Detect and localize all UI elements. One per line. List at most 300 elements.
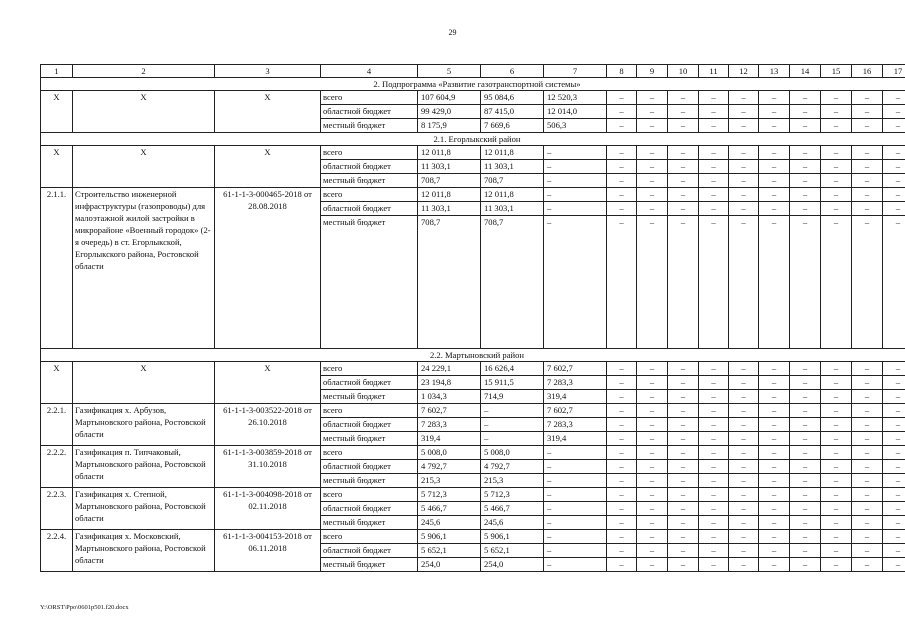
funding-source: областной бюджет	[321, 418, 418, 432]
dash-cell: –	[821, 432, 852, 446]
dash-cell: –	[883, 119, 905, 133]
value-col5: 215,3	[418, 474, 481, 488]
dash-cell: –	[607, 516, 637, 530]
dash-cell: –	[790, 390, 821, 404]
dash-cell: –	[759, 474, 790, 488]
dash-cell: –	[759, 188, 790, 202]
funding-source: всего	[321, 188, 418, 202]
value-col6: 15 911,5	[481, 376, 544, 390]
dash-cell: –	[883, 516, 905, 530]
dash-cell: –	[729, 174, 759, 188]
dash-cell: –	[668, 105, 699, 119]
column-number-cell: 11	[699, 65, 729, 78]
item-number: X	[41, 362, 73, 404]
value-col5: 7 283,3	[418, 418, 481, 432]
dash-cell: –	[821, 530, 852, 544]
dash-cell: –	[637, 202, 668, 216]
dash-cell: –	[790, 202, 821, 216]
dash-cell: –	[821, 558, 852, 572]
dash-cell: –	[668, 376, 699, 390]
dash-cell: –	[821, 188, 852, 202]
value-col5: 5 008,0	[418, 446, 481, 460]
dash-cell: –	[699, 516, 729, 530]
dash-cell: –	[790, 376, 821, 390]
funding-source: областной бюджет	[321, 544, 418, 558]
dash-cell: –	[668, 432, 699, 446]
table-row	[41, 446, 905, 460]
value-col7: –	[544, 446, 607, 460]
value-col6: 245,6	[481, 516, 544, 530]
value-col7: –	[544, 146, 607, 160]
dash-cell: –	[729, 460, 759, 474]
dash-cell: –	[699, 558, 729, 572]
dash-cell: –	[790, 446, 821, 460]
value-col7: –	[544, 188, 607, 202]
dash-cell: –	[759, 376, 790, 390]
dash-cell: –	[790, 418, 821, 432]
value-col5: 7 602,7	[418, 404, 481, 418]
section-heading-row	[41, 78, 905, 91]
object-name: Строительство инженерной инфраструктуры (газопроводы) для малоэтажной жилой застройки в микрорайоне «Военный городок» (2-я очередь) в ст. Егорлыкской, Егорлыкского района, Ростовской области	[73, 188, 215, 349]
value-col7: 319,4	[544, 432, 607, 446]
value-col6: 11 303,1	[481, 202, 544, 216]
dash-cell: –	[699, 119, 729, 133]
dash-cell: –	[759, 558, 790, 572]
value-col6: –	[481, 404, 544, 418]
column-number-cell: 16	[852, 65, 883, 78]
dash-cell: –	[637, 446, 668, 460]
dash-cell: –	[883, 558, 905, 572]
dash-cell: –	[637, 404, 668, 418]
dash-cell: –	[790, 558, 821, 572]
dash-cell: –	[637, 105, 668, 119]
value-col7: –	[544, 558, 607, 572]
dash-cell: –	[729, 160, 759, 174]
column-number-cell: 3	[215, 65, 321, 78]
dash-cell: –	[729, 488, 759, 502]
dash-cell: –	[668, 390, 699, 404]
dash-cell: –	[790, 530, 821, 544]
dash-cell: –	[883, 202, 905, 216]
column-number-cell: 2	[73, 65, 215, 78]
funding-source: областной бюджет	[321, 376, 418, 390]
dash-cell: –	[883, 174, 905, 188]
dash-cell: –	[729, 202, 759, 216]
dash-cell: –	[821, 91, 852, 105]
value-col6: 12 011,8	[481, 188, 544, 202]
dash-cell: –	[852, 216, 883, 349]
funding-source: всего	[321, 146, 418, 160]
value-col5: 12 011,8	[418, 146, 481, 160]
dash-cell: –	[790, 216, 821, 349]
dash-cell: –	[637, 376, 668, 390]
column-number-cell: 13	[759, 65, 790, 78]
dash-cell: –	[729, 146, 759, 160]
dash-cell: –	[607, 488, 637, 502]
dash-cell: –	[883, 502, 905, 516]
dash-cell: –	[883, 376, 905, 390]
object-name: Газификация х. Московский, Мартыновского района, Ростовской области	[73, 530, 215, 572]
page-number: 29	[448, 28, 457, 37]
dash-cell: –	[699, 105, 729, 119]
funding-source: всего	[321, 362, 418, 376]
value-col5: 5 652,1	[418, 544, 481, 558]
table-row	[41, 146, 905, 160]
dash-cell: –	[852, 474, 883, 488]
section-heading-row	[41, 133, 905, 146]
dash-cell: –	[729, 119, 759, 133]
expertise-conclusion: X	[215, 91, 321, 133]
table-row	[41, 488, 905, 502]
value-col6: 5 712,3	[481, 488, 544, 502]
value-col6: 16 626,4	[481, 362, 544, 376]
expertise-conclusion: 61-1-1-3-004153-2018 от 06.11.2018	[215, 530, 321, 572]
dash-cell: –	[852, 516, 883, 530]
dash-cell: –	[699, 446, 729, 460]
dash-cell: –	[852, 404, 883, 418]
dash-cell: –	[883, 362, 905, 376]
expertise-conclusion: 61-1-1-3-003522-2018 от 26.10.2018	[215, 404, 321, 446]
dash-cell: –	[852, 105, 883, 119]
dash-cell: –	[852, 488, 883, 502]
dash-cell: –	[607, 404, 637, 418]
dash-cell: –	[790, 502, 821, 516]
dash-cell: –	[883, 160, 905, 174]
column-number-cell: 10	[668, 65, 699, 78]
dash-cell: –	[852, 160, 883, 174]
dash-cell: –	[668, 188, 699, 202]
expertise-conclusion: X	[215, 362, 321, 404]
dash-cell: –	[699, 502, 729, 516]
dash-cell: –	[607, 188, 637, 202]
column-number-cell: 1	[41, 65, 73, 78]
value-col5: 11 303,1	[418, 202, 481, 216]
column-number-cell: 9	[637, 65, 668, 78]
dash-cell: –	[759, 216, 790, 349]
dash-cell: –	[883, 432, 905, 446]
column-number-cell: 5	[418, 65, 481, 78]
dash-cell: –	[883, 460, 905, 474]
dash-cell: –	[821, 418, 852, 432]
object-name: Газификация х. Арбузов, Мартыновского района, Ростовской области	[73, 404, 215, 446]
item-number: 2.2.3.	[41, 488, 73, 530]
value-col6: 5 906,1	[481, 530, 544, 544]
dash-cell: –	[699, 460, 729, 474]
dash-cell: –	[790, 488, 821, 502]
dash-cell: –	[699, 390, 729, 404]
dash-cell: –	[790, 105, 821, 119]
dash-cell: –	[790, 404, 821, 418]
dash-cell: –	[729, 362, 759, 376]
column-number-cell: 6	[481, 65, 544, 78]
value-col6: 5 466,7	[481, 502, 544, 516]
value-col6: 5 008,0	[481, 446, 544, 460]
value-col6: 11 303,1	[481, 160, 544, 174]
value-col6: 95 084,6	[481, 91, 544, 105]
dash-cell: –	[821, 119, 852, 133]
column-number-cell: 7	[544, 65, 607, 78]
dash-cell: –	[637, 432, 668, 446]
value-col7: –	[544, 544, 607, 558]
dash-cell: –	[883, 530, 905, 544]
item-number: X	[41, 91, 73, 133]
dash-cell: –	[699, 432, 729, 446]
value-col6: 254,0	[481, 558, 544, 572]
funding-source: областной бюджет	[321, 502, 418, 516]
dash-cell: –	[821, 376, 852, 390]
object-name: Газификация п. Типчаковый, Мартыновского района, Ростовской области	[73, 446, 215, 488]
dash-cell: –	[607, 174, 637, 188]
dash-cell: –	[759, 488, 790, 502]
table-row	[41, 530, 905, 544]
dash-cell: –	[637, 390, 668, 404]
value-col5: 708,7	[418, 174, 481, 188]
dash-cell: –	[668, 530, 699, 544]
dash-cell: –	[729, 446, 759, 460]
budget-table	[40, 64, 905, 572]
dash-cell: –	[852, 362, 883, 376]
item-number: 2.2.4.	[41, 530, 73, 572]
column-number-cell: 15	[821, 65, 852, 78]
dash-cell: –	[821, 174, 852, 188]
dash-cell: –	[821, 146, 852, 160]
dash-cell: –	[852, 390, 883, 404]
dash-cell: –	[759, 516, 790, 530]
dash-cell: –	[607, 530, 637, 544]
dash-cell: –	[759, 432, 790, 446]
dash-cell: –	[607, 119, 637, 133]
dash-cell: –	[699, 404, 729, 418]
value-col7: –	[544, 530, 607, 544]
dash-cell: –	[759, 404, 790, 418]
value-col7: 12 014,0	[544, 105, 607, 119]
dash-cell: –	[821, 446, 852, 460]
dash-cell: –	[637, 418, 668, 432]
value-col5: 107 604,9	[418, 91, 481, 105]
column-number-cell: 17	[883, 65, 905, 78]
table-row	[41, 91, 905, 105]
value-col7: –	[544, 216, 607, 349]
dash-cell: –	[607, 446, 637, 460]
dash-cell: –	[668, 160, 699, 174]
value-col6: –	[481, 418, 544, 432]
funding-source: местный бюджет	[321, 558, 418, 572]
value-col6: 12 011,8	[481, 146, 544, 160]
table-row	[41, 188, 905, 202]
dash-cell: –	[729, 376, 759, 390]
dash-cell: –	[821, 216, 852, 349]
dash-cell: –	[821, 105, 852, 119]
dash-cell: –	[821, 404, 852, 418]
value-col7: 7 602,7	[544, 404, 607, 418]
dash-cell: –	[883, 146, 905, 160]
dash-cell: –	[852, 460, 883, 474]
column-number-cell: 4	[321, 65, 418, 78]
value-col5: 24 229,1	[418, 362, 481, 376]
dash-cell: –	[759, 530, 790, 544]
dash-cell: –	[637, 516, 668, 530]
dash-cell: –	[668, 404, 699, 418]
dash-cell: –	[821, 160, 852, 174]
dash-cell: –	[790, 516, 821, 530]
dash-cell: –	[852, 146, 883, 160]
expertise-conclusion: 61-1-1-3-003859-2018 от 31.10.2018	[215, 446, 321, 488]
dash-cell: –	[668, 174, 699, 188]
dash-cell: –	[759, 418, 790, 432]
value-col5: 5 466,7	[418, 502, 481, 516]
section-heading: 2.2. Мартыновский район	[41, 349, 905, 362]
dash-cell: –	[852, 558, 883, 572]
value-col5: 8 175,9	[418, 119, 481, 133]
dash-cell: –	[759, 146, 790, 160]
expertise-conclusion: 61-1-1-3-004098-2018 от 02.11.2018	[215, 488, 321, 530]
dash-cell: –	[790, 474, 821, 488]
value-col5: 5 712,3	[418, 488, 481, 502]
funding-source: местный бюджет	[321, 432, 418, 446]
dash-cell: –	[759, 544, 790, 558]
item-number: 2.2.2.	[41, 446, 73, 488]
dash-cell: –	[759, 174, 790, 188]
dash-cell: –	[699, 530, 729, 544]
dash-cell: –	[668, 474, 699, 488]
dash-cell: –	[699, 202, 729, 216]
section-heading: 2. Подпрограмма «Развитие газотранспортной системы»	[41, 78, 905, 91]
dash-cell: –	[852, 188, 883, 202]
dash-cell: –	[759, 105, 790, 119]
funding-source: областной бюджет	[321, 460, 418, 474]
dash-cell: –	[668, 418, 699, 432]
dash-cell: –	[607, 432, 637, 446]
value-col6: 4 792,7	[481, 460, 544, 474]
value-col5: 254,0	[418, 558, 481, 572]
value-col7: –	[544, 502, 607, 516]
funding-source: всего	[321, 404, 418, 418]
dash-cell: –	[637, 502, 668, 516]
dash-cell: –	[699, 362, 729, 376]
object-name: Газификация х. Степной, Мартыновского района, Ростовской области	[73, 488, 215, 530]
dash-cell: –	[729, 544, 759, 558]
funding-source: местный бюджет	[321, 119, 418, 133]
object-name: X	[73, 146, 215, 188]
dash-cell: –	[668, 446, 699, 460]
value-col5: 708,7	[418, 216, 481, 349]
dash-cell: –	[883, 418, 905, 432]
dash-cell: –	[883, 474, 905, 488]
dash-cell: –	[821, 202, 852, 216]
dash-cell: –	[699, 376, 729, 390]
funding-source: местный бюджет	[321, 474, 418, 488]
dash-cell: –	[759, 502, 790, 516]
value-col6: 87 415,0	[481, 105, 544, 119]
dash-cell: –	[668, 516, 699, 530]
dash-cell: –	[852, 376, 883, 390]
value-col7: 7 283,3	[544, 376, 607, 390]
dash-cell: –	[759, 390, 790, 404]
dash-cell: –	[607, 216, 637, 349]
dash-cell: –	[607, 544, 637, 558]
dash-cell: –	[637, 544, 668, 558]
column-number-cell: 8	[607, 65, 637, 78]
value-col5: 1 034,3	[418, 390, 481, 404]
object-name: X	[73, 91, 215, 133]
dash-cell: –	[883, 390, 905, 404]
dash-cell: –	[699, 146, 729, 160]
dash-cell: –	[883, 544, 905, 558]
value-col7: 12 520,3	[544, 91, 607, 105]
dash-cell: –	[852, 174, 883, 188]
value-col5: 4 792,7	[418, 460, 481, 474]
dash-cell: –	[699, 160, 729, 174]
dash-cell: –	[852, 544, 883, 558]
dash-cell: –	[790, 188, 821, 202]
dash-cell: –	[699, 91, 729, 105]
expertise-conclusion: X	[215, 146, 321, 188]
dash-cell: –	[668, 216, 699, 349]
section-heading-row	[41, 349, 905, 362]
dash-cell: –	[637, 174, 668, 188]
dash-cell: –	[729, 558, 759, 572]
value-col7: –	[544, 160, 607, 174]
dash-cell: –	[607, 460, 637, 474]
value-col5: 11 303,1	[418, 160, 481, 174]
dash-cell: –	[790, 160, 821, 174]
funding-source: областной бюджет	[321, 202, 418, 216]
dash-cell: –	[883, 404, 905, 418]
dash-cell: –	[699, 544, 729, 558]
dash-cell: –	[668, 119, 699, 133]
dash-cell: –	[637, 362, 668, 376]
value-col6: 5 652,1	[481, 544, 544, 558]
dash-cell: –	[729, 188, 759, 202]
dash-cell: –	[637, 460, 668, 474]
value-col6: –	[481, 432, 544, 446]
dash-cell: –	[607, 474, 637, 488]
dash-cell: –	[637, 91, 668, 105]
dash-cell: –	[759, 160, 790, 174]
dash-cell: –	[668, 558, 699, 572]
dash-cell: –	[668, 146, 699, 160]
value-col6: 708,7	[481, 216, 544, 349]
dash-cell: –	[883, 488, 905, 502]
dash-cell: –	[821, 474, 852, 488]
dash-cell: –	[607, 160, 637, 174]
value-col6: 714,9	[481, 390, 544, 404]
dash-cell: –	[637, 146, 668, 160]
funding-source: местный бюджет	[321, 216, 418, 349]
dash-cell: –	[852, 530, 883, 544]
dash-cell: –	[883, 188, 905, 202]
dash-cell: –	[729, 516, 759, 530]
funding-source: всего	[321, 488, 418, 502]
dash-cell: –	[607, 91, 637, 105]
dash-cell: –	[852, 91, 883, 105]
dash-cell: –	[668, 202, 699, 216]
funding-source: всего	[321, 446, 418, 460]
funding-source: областной бюджет	[321, 105, 418, 119]
dash-cell: –	[607, 105, 637, 119]
dash-cell: –	[699, 174, 729, 188]
dash-cell: –	[668, 362, 699, 376]
dash-cell: –	[729, 404, 759, 418]
item-number: X	[41, 146, 73, 188]
dash-cell: –	[729, 474, 759, 488]
dash-cell: –	[699, 188, 729, 202]
object-name: X	[73, 362, 215, 404]
dash-cell: –	[852, 119, 883, 133]
value-col7: 7 602,7	[544, 362, 607, 376]
section-heading: 2.1. Егорлыкский район	[41, 133, 905, 146]
dash-cell: –	[637, 558, 668, 572]
